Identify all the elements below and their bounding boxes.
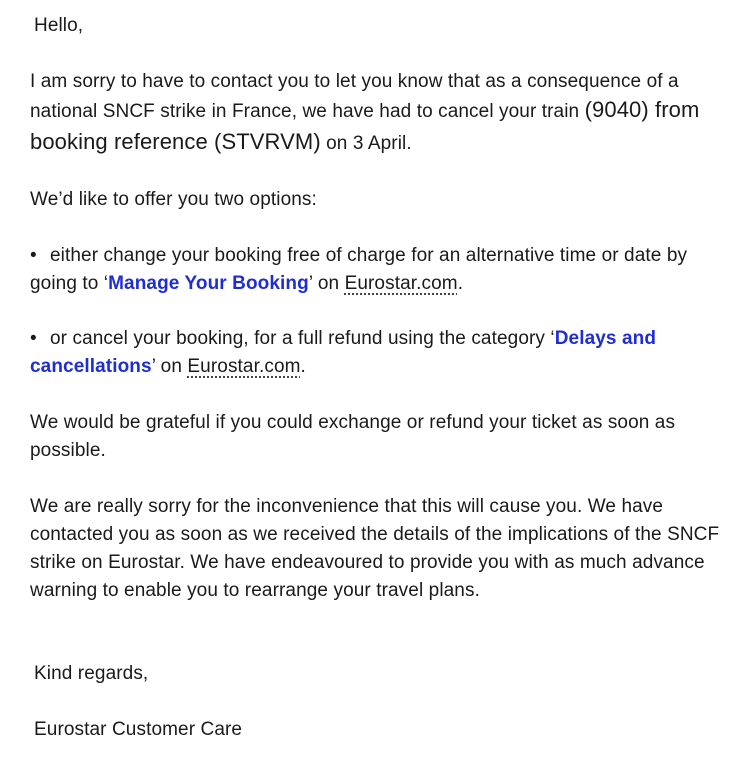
option-1-line-1 bbox=[30, 242, 687, 270]
greeting: Hello, bbox=[34, 15, 84, 36]
option-2-end: . bbox=[300, 356, 306, 377]
paragraph-4-line-3: strike on Eurostar. We have endeavoured to provide you with as much advance bbox=[30, 552, 705, 573]
eurostar-site-link[interactable]: Eurostar.com bbox=[344, 273, 458, 294]
paragraph-4-line-1: We are really sorry for the inconvenience that this will cause you. We have bbox=[30, 496, 664, 517]
train-number: (9040) from bbox=[584, 97, 700, 122]
paragraph-1-line-2-text: national SNCF strike in France, we have had to cancel your train bbox=[30, 101, 585, 122]
cancel-date: on 3 April. bbox=[320, 133, 412, 154]
paragraph-4-line-2: contacted you as soon as we received the details of the implications of the SNCF bbox=[30, 524, 720, 545]
option-2-line-1 bbox=[30, 325, 656, 353]
option-2-mid: ’ on bbox=[151, 356, 188, 377]
option-1-line-2 bbox=[30, 270, 463, 298]
paragraph-4-line-4: warning to enable you to rearrange your travel plans. bbox=[30, 580, 480, 601]
option-1-mid: ’ on bbox=[308, 273, 345, 294]
paragraph-3-line-1: We would be grateful if you could exchange or refund your ticket as soon as bbox=[30, 412, 676, 433]
option-1-prefix: going to ‘ bbox=[30, 273, 109, 294]
eurostar-site-link[interactable]: Eurostar.com bbox=[187, 356, 301, 377]
option-1-end: . bbox=[457, 273, 464, 294]
delays-and-cancellations-link-part-2[interactable]: cancellations bbox=[30, 356, 152, 377]
paragraph-1-line-2 bbox=[30, 96, 699, 126]
paragraph-2: We’d like to offer you two options: bbox=[30, 189, 317, 210]
paragraph-1-line-3 bbox=[30, 128, 412, 158]
delays-and-cancellations-link-part-1[interactable]: Delays and bbox=[554, 328, 657, 349]
option-2-text: or cancel your booking, for a full refund using the category ‘ bbox=[50, 328, 555, 349]
bullet: • bbox=[30, 328, 37, 349]
signature: Eurostar Customer Care bbox=[34, 719, 243, 740]
manage-your-booking-link[interactable]: Manage Your Booking bbox=[108, 273, 309, 294]
paragraph-3-line-2: possible. bbox=[30, 440, 106, 461]
bullet: • bbox=[30, 245, 37, 266]
option-2-line-2 bbox=[30, 353, 306, 381]
booking-reference: booking reference (STVRVM) bbox=[30, 129, 321, 154]
option-1-text: either change your booking free of charge for an alternative time or date by bbox=[50, 245, 688, 266]
closing: Kind regards, bbox=[34, 663, 149, 684]
paragraph-1-line-1: I am sorry to have to contact you to let you know that as a consequence of a bbox=[30, 71, 679, 92]
